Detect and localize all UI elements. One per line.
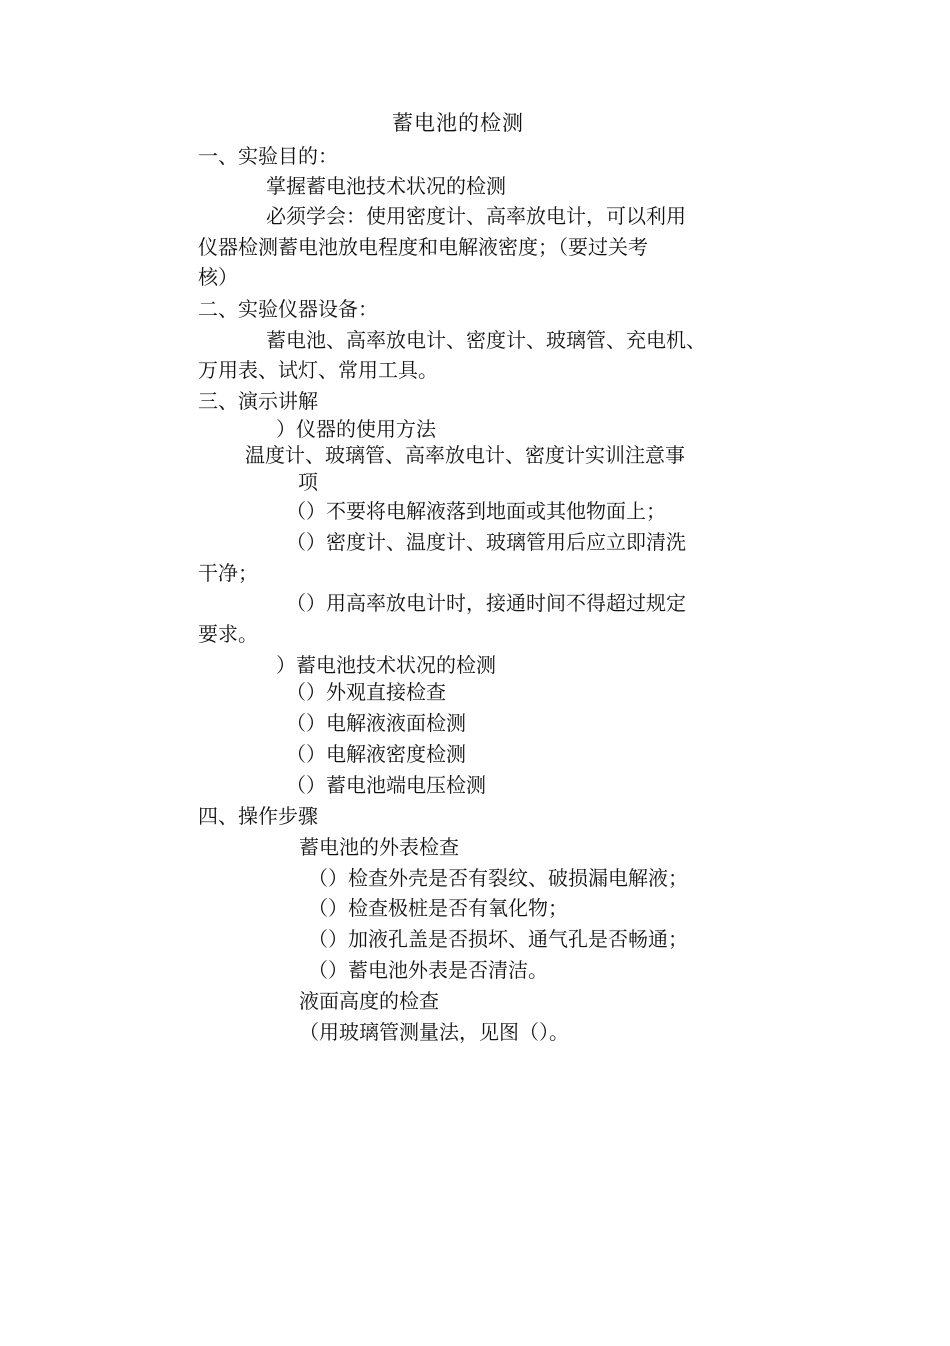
- section-heading-2: 二、实验仪器设备：: [198, 297, 378, 321]
- text-line: 温度计、玻璃管、高率放电计、密度计实训注意事: [245, 443, 685, 467]
- list-item: （）不要将电解液落到地面或其他物面上；: [286, 499, 666, 523]
- list-item: （）蓄电池端电压检测: [286, 773, 486, 797]
- list-item: （）电解液密度检测: [286, 742, 466, 766]
- subsection-heading: 蓄电池的外表检查: [299, 835, 459, 859]
- section-heading-1: 一、实验目的：: [198, 144, 338, 168]
- text-line: 核）: [198, 265, 238, 289]
- list-item: （）检查外壳是否有裂纹、破损漏电解液；: [308, 866, 688, 890]
- list-item: （）电解液液面检测: [286, 711, 466, 735]
- text-line: 蓄电池、高率放电计、密度计、玻璃管、充电机、: [266, 328, 706, 352]
- text-line: 必须学会：使用密度计、高率放电计，可以利用: [266, 204, 686, 228]
- text-line: 干净；: [198, 561, 258, 585]
- list-item: （）检查极桩是否有氧化物；: [308, 896, 568, 920]
- list-item: （）外观直接检查: [286, 680, 446, 704]
- list-item: （）密度计、温度计、玻璃管用后应立即清洗: [286, 530, 686, 554]
- text-line: （用玻璃管测量法，见图（）。: [299, 1020, 569, 1044]
- section-heading-4: 四、操作步骤: [198, 804, 318, 828]
- text-line: 仪器检测蓄电池放电程度和电解液密度；（要过关考: [198, 235, 648, 259]
- subsection-heading: 液面高度的检查: [299, 989, 439, 1013]
- subsection-heading: ）蓄电池技术状况的检测: [276, 653, 496, 677]
- text-line: 掌握蓄电池技术状况的检测: [266, 174, 506, 198]
- list-item: （）蓄电池外表是否清洁。: [308, 958, 548, 982]
- list-item: （）加液孔盖是否损坏、通气孔是否畅通；: [308, 927, 688, 951]
- subsection-heading: ）仪器的使用方法: [276, 417, 436, 441]
- list-item: （）用高率放电计时，接通时间不得超过规定: [286, 591, 686, 615]
- text-line: 要求。: [198, 622, 258, 646]
- text-line: 项: [298, 470, 318, 494]
- section-heading-3: 三、演示讲解: [198, 389, 318, 413]
- text-line: 万用表、试灯、常用工具。: [198, 358, 438, 382]
- page-title: 蓄电池的检测: [392, 111, 524, 135]
